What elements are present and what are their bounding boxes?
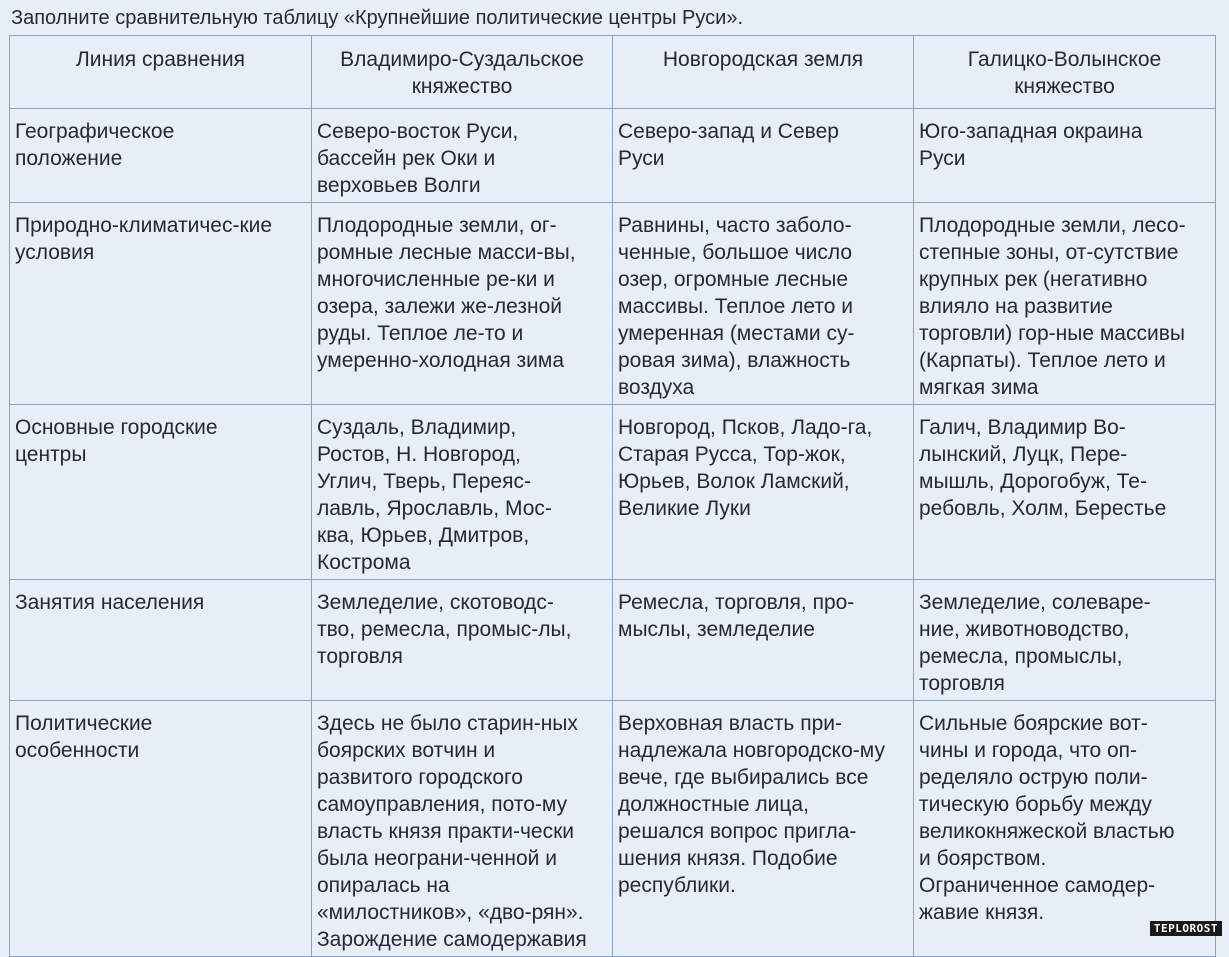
header-vladimir-suzdal: Владимиро-Суздальское княжество <box>312 36 613 109</box>
cell-vladimir: Здесь не было старин-ных боярских вотчин и развитого городского самоуправления, пото-му власть князя практи-чески была неограни-ченной и опиралась на «милостников», «дво-рян». Зарождение самодержавия <box>312 701 613 957</box>
table-row <box>10 580 1216 701</box>
header-galicia-volhynia: Галицко-Волынское княжество <box>914 36 1216 109</box>
cell-galich: Плодородные земли, лесо- степные зоны, от-сутствие крупных рек (негативно влияло на развитие торговли) гор-ные массивы (Карпаты). Теплое лето и мягкая зима <box>914 203 1216 405</box>
table-header-row <box>10 36 1216 109</box>
table-row <box>10 203 1216 405</box>
cell-vladimir: Суздаль, Владимир, Ростов, Н. Новгород, Углич, Тверь, Переяс- лавль, Ярославль, Мос- ква, Юрьев, Дмитров, Кострома <box>312 405 613 580</box>
cell-galich: Сильные боярские вот- чины и города, что оп- ределяло острую поли- тическую борьбу между великокняжеской властью и боярством. Ограниченное самодер- жавие князя. <box>914 701 1216 957</box>
row-label: Политические особенности <box>10 701 312 957</box>
cell-novgorod: Новгород, Псков, Ладо-га, Старая Русса, Тор-жок, Юрьев, Волок Ламский, Великие Луки <box>613 405 914 580</box>
watermark-logo: TEPLOROST <box>1150 921 1222 936</box>
table-row <box>10 405 1216 580</box>
cell-novgorod: Ремесла, торговля, про- мыслы, земледелие <box>613 580 914 701</box>
row-label: Географическое положение <box>10 109 312 203</box>
cell-vladimir: Плодородные земли, ог- ромные лесные масси-вы, многочисленные ре-ки и озера, залежи же-лезной руды. Теплое ле-то и умеренно-холодная зима <box>312 203 613 405</box>
cell-galich: Галич, Владимир Во- лынский, Луцк, Пере- мышль, Дорогобуж, Те- ребовль, Холм, Берестье <box>914 405 1216 580</box>
header-novgorod: Новгородская земля <box>613 36 914 109</box>
row-label: Занятия населения <box>10 580 312 701</box>
cell-novgorod: Верховная власть при- надлежала новгородско-му вече, где выбирались все должностные лица, решался вопрос пригла- шения князя. Подобие республики. <box>613 701 914 957</box>
table-row <box>10 109 1216 203</box>
cell-vladimir: Земледелие, скотоводс- тво, ремесла, промыс-лы, торговля <box>312 580 613 701</box>
cell-galich: Юго-западная окраина Руси <box>914 109 1216 203</box>
cell-novgorod: Северо-запад и Север Руси <box>613 109 914 203</box>
header-comparison-line: Линия сравнения <box>10 36 312 109</box>
cell-novgorod: Равнины, часто заболо- ченные, большое число озер, огромные лесные массивы. Теплое лето и умеренная (местами су- ровая зима), влажность воздуха <box>613 203 914 405</box>
cell-vladimir: Северо-восток Руси, бассейн рек Оки и верховьев Волги <box>312 109 613 203</box>
row-label: Природно-климатичес-кие условия <box>10 203 312 405</box>
cell-galich: Земледелие, солеваре- ние, животноводство, ремесла, промыслы, торговля <box>914 580 1216 701</box>
table-row <box>10 701 1216 957</box>
comparison-table <box>9 35 1216 957</box>
page-title: Заполните сравнительную таблицу «Крупнейшие политические центры Руси». <box>11 7 744 29</box>
row-label: Основные городские центры <box>10 405 312 580</box>
